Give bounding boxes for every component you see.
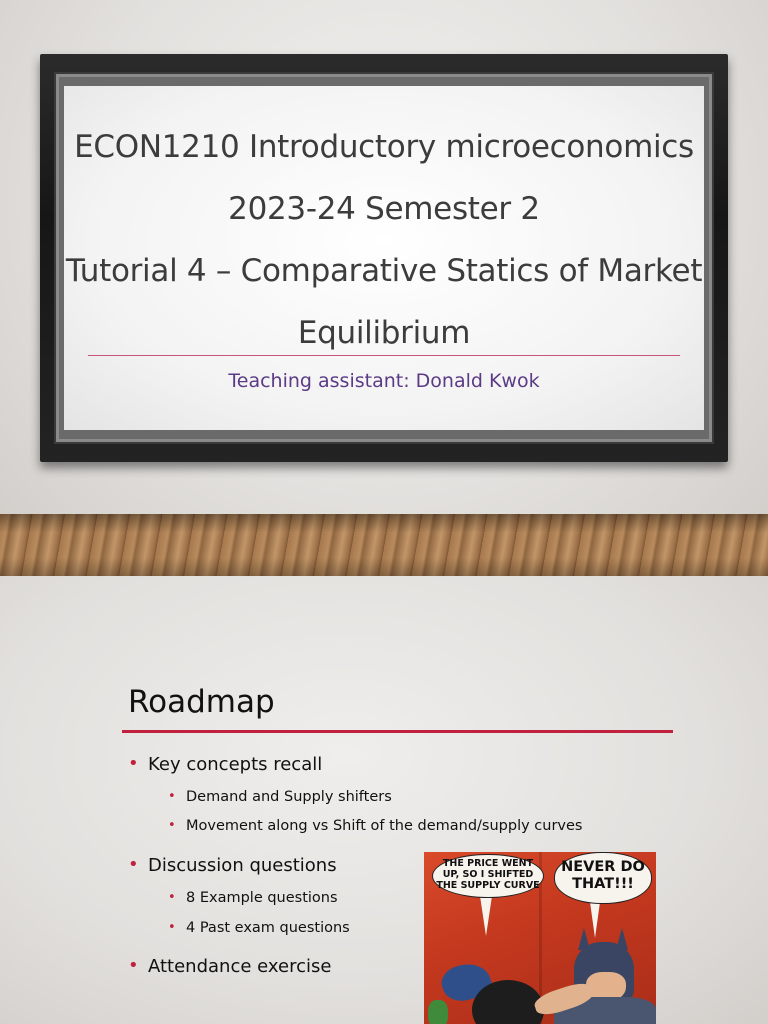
speech-bubble-robin: THE PRICE WENT UP, SO I SHIFTED THE SUPPLY CURVE [432,854,544,898]
title-line-semester: 2023-24 Semester 2 [228,191,540,227]
robin-glove [428,1000,448,1024]
roadmap-title: Roadmap [128,684,275,720]
picture-frame [40,54,728,462]
bullet-dot-icon: • [168,789,176,804]
title-line-tutorial: Tutorial 4 – Comparative Statics of Market [65,253,703,289]
title-divider [88,355,680,356]
bullet-dot-icon: • [128,955,139,976]
bullet-text: Discussion questions [148,855,337,876]
speech-bubble-batman: NEVER DO THAT!!! [554,852,652,904]
bullet-discussion [128,854,337,876]
left-bubble-tail [480,896,492,936]
bullet-dot-icon: • [168,818,176,833]
sub-bullet-text: Movement along vs Shift of the demand/supply curves [186,818,583,834]
wood-floor [0,514,768,576]
bullet-dot-icon: • [168,920,176,935]
sub-bullet-movement [168,818,583,834]
bullet-dot-icon: • [128,854,139,875]
bullet-dot-icon: • [128,753,139,774]
right-bubble-tail [590,902,600,938]
slide-title [64,116,704,364]
sub-bullet-text: Demand and Supply shifters [186,789,392,805]
roadmap-divider [122,730,673,733]
batman-slap-meme [424,852,656,1024]
sub-bullet-example [168,890,338,906]
bullet-text: Attendance exercise [148,956,332,977]
bullet-text: Key concepts recall [148,754,323,775]
sub-bullet-past-exam [168,920,350,936]
slide-subtitle: Teaching assistant: Donald Kwok [228,370,540,392]
frame-canvas [64,86,704,430]
title-line-topic: Equilibrium [297,315,471,351]
sub-bullet-text: 8 Example questions [186,890,338,906]
sub-bullet-text: 4 Past exam questions [186,920,350,936]
title-line-course: ECON1210 Introductory microeconomics [74,129,694,165]
sub-bullet-shifters [168,789,392,805]
bullet-dot-icon: • [168,890,176,905]
bullet-attendance [128,955,332,977]
bullet-key-concepts [128,753,323,775]
roadmap-slide [0,576,768,1024]
